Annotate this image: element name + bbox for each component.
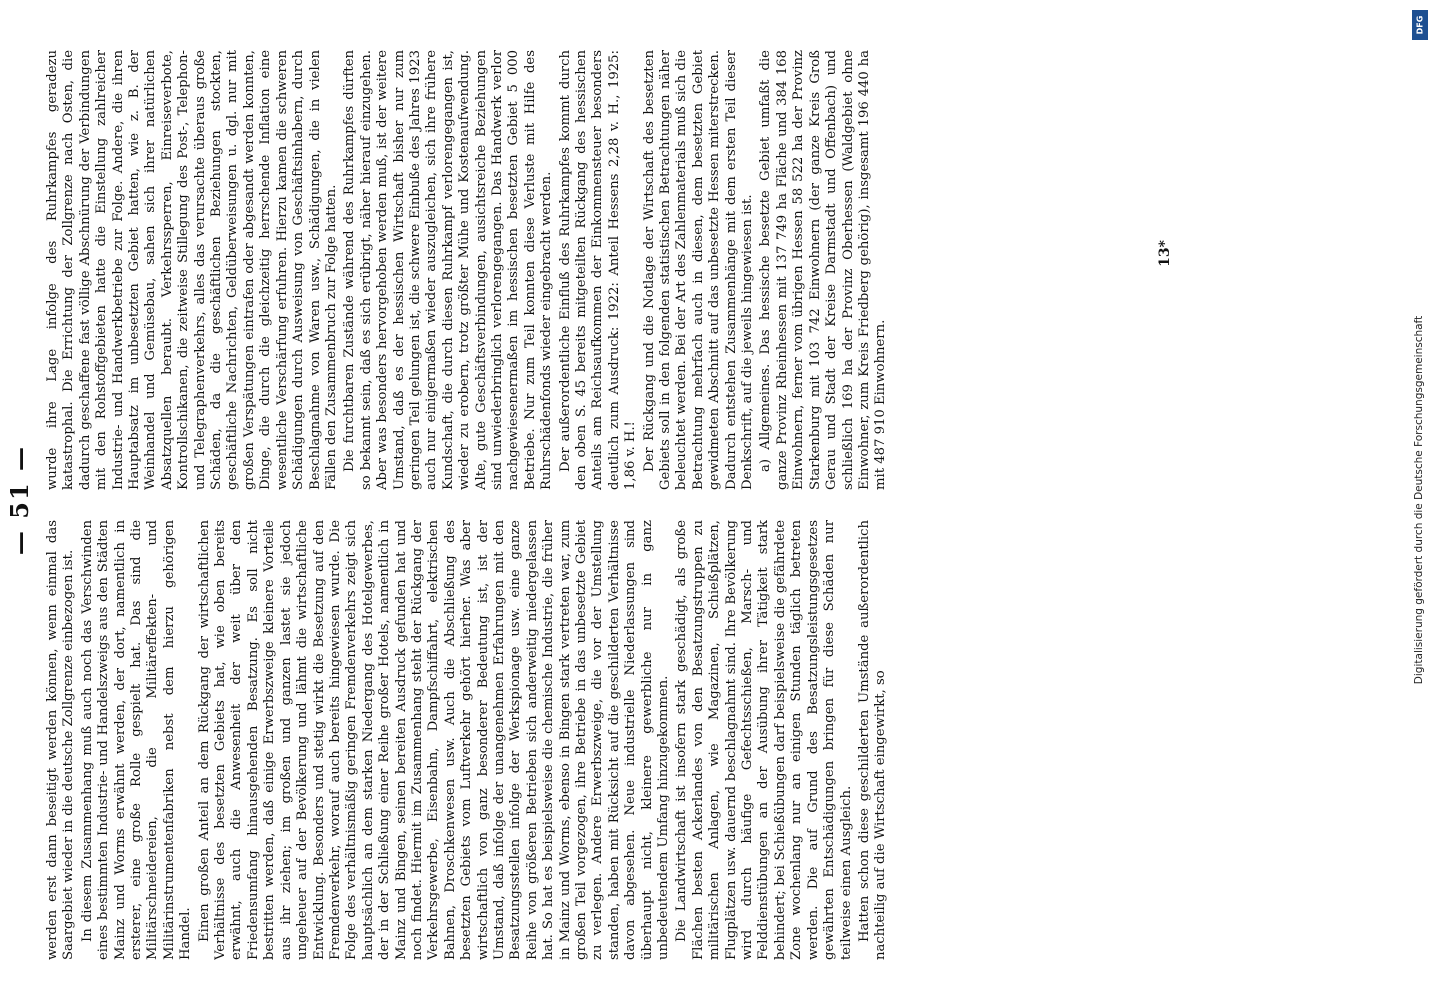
- digitization-credit: Digitalisierung gefördert durch die Deutsche Forschungsgemeinschaft: [1413, 315, 1425, 685]
- signature-mark: 13*: [1157, 240, 1173, 267]
- paragraph: Der Rückgang und die Notlage der Wirtschaft des besetzten Gebiets soll in den folgenden statistischen Betrachtungen näher beleuchtet werden. Bei der Art des Zahlenmaterials muß sich die Betrachtung mehrfach auch in diesen, dem besetzten Gebiet gewidmeten Abschnitt auf das unbesetzte Hessen miterstrecken. Dadurch entstehen Zusammenhänge mit dem ersten Teil dieser Denkschrift, auf die jeweils hingewiesen ist.: [641, 50, 756, 490]
- dfg-logo: [1412, 10, 1428, 40]
- dfg-logo-text: DFG: [1415, 15, 1425, 35]
- paragraph: Der außerordentliche Einfluß des Ruhrkampfes kommt durch den oben S. 45 bereits mitgeteilten Rückgang des hessischen Anteils am Reichsaufkommen der Einkommensteuer besonders deutlich zum Ausdruck: 1922: Anteil Hessens 2,28 v. H., 1925: 1,86 v. H.!: [557, 50, 639, 490]
- paragraph: Hatten schon diese geschilderten Umstände außerordentlich nachteilig auf die Wirtschaft eingewirkt, so: [856, 520, 889, 960]
- right-column: [45, 50, 1145, 490]
- page-number-header: — 51 —: [5, 444, 34, 556]
- credit-strip: [1408, 10, 1430, 990]
- rotated-page: [0, 40, 1177, 960]
- paragraph: a) Allgemeines. Das hessische besetzte Gebiet umfaßt die ganze Provinz Rheinhessen mit 137 749 ha Fläche und 384 168 Einwohnern, ferner vom übrigen Hessen 58 522 ha der Provinz Starkenburg mit 103 742 Einwohnern (der ganze Kreis Groß Gerau und Stadt der Kreise Darmstadt und Offenbach) und schließlich 169 ha der Provinz Oberhessen (Waldgebiet ohne Einwohner, zum Kreis Friedberg gehörig), insgesamt 196 440 ha mit 487 910 Einwohnern.: [758, 50, 889, 490]
- paragraph: In diesem Zusammenhang muß auch noch das Verschwinden eines bestimmten Industrie- und Handelszweigs aus den Städten Mainz und Worms erwähnt werden, der dort, namentlich in ersterer, eine große Rolle gespielt hat. Das sind die Militärschneidereien, die Militäreffekten- und Militärinstrumentenfabriken nebst dem hierzu gehörigen Handel.: [79, 520, 194, 960]
- paragraph: Einen großen Anteil an dem Rückgang der wirtschaftlichen Verhältnisse des besetzten Gebiets hat, wie oben bereits erwähnt, auch die Anwesenheit der weit über den Friedensumfang hinausgehenden Besatzung. Es soll nicht bestritten werden, daß einige Erwerbszweige kleinere Vorteile aus ihr ziehen; im großen und ganzen lastet sie jedoch ungeheuer auf der Bevölkerung und lähmt die wirtschaftliche Entwicklung. Besonders und stetig wirkt die Besetzung auf den Fremdenverkehr, worauf auch bereits hingewiesen wurde. Die Folge des verhältnismäßig geringen Fremdenverkehrs zeigt sich hauptsächlich an dem starken Niedergang des Hotelgewerbes, der in der Schließung einer Reihe großer Hotels, namentlich in Mainz und Bingen, seinen bereiten Ausdruck gefunden hat und noch findet. Hiermit im Zusammenhang steht der Rückgang der Verkehrsgewerbe, Eisenbahn, Dampfschiffahrt, elektrischen Bahnen, Droschkenwesen usw. Auch die Abschließung des besetzten Gebiets vom Luftverkehr gehört hierher. Was aber wirtschaftlich von ganz besonderer Bedeutung ist, ist der Umstand, daß infolge der unangenehmen Erfahrungen mit den Besatzungsstellen infolge der Werkspionage usw. eine ganze Reihe von größeren Betrieben sich anderweitig niedergelassen hat. So hat es beispielsweise die chemische Industrie, die früher in Mainz und Worms, ebenso in Bingen stark vertreten war, zum großen Teil vorgezogen, ihre Betriebe in das unbesetzte Gebiet zu verlegen. Andere Erwerbszweige, die vor der Umstellung standen, haben mit Rücksicht auf die geschilderten Verhältnisse davon abgesehen. Neue industrielle Niederlassungen sind überhaupt nicht, kleinere gewerbliche nur in ganz unbedeutendem Umfang hinzugekommen.: [196, 520, 672, 960]
- paragraph: Die Landwirtschaft ist insofern stark geschädigt, als große Flächen besten Ackerlandes von den Besatzungstruppen zu militärischen Anlagen, wie Magazinen, Schießplätzen, Flugplätzen usw. dauernd beschlagnahmt sind. Ihre Bevölkerung wird durch häufige Gefechtsschießen, Marsch- und Felddienstübungen an der Ausübung ihrer Tätigkeit stark behindert; bei Schießübungen darf beispielsweise die gefährdete Zone wochenlang nur an einigen Stunden täglich betreten werden. Die auf Grund des Besatzungsleistungsgesetzes gewährten Entschädigungen bringen für diese Schäden nur teilweise einen Ausgleich.: [674, 520, 854, 960]
- paragraph: werden erst dann beseitigt werden können, wenn einmal das Saargebiet wieder in die deutsche Zollgrenze einbezogen ist.: [45, 520, 77, 960]
- left-column: [45, 520, 1145, 960]
- paragraph: Die furchtbaren Zustände während des Ruhrkampfes dürften so bekannt sein, daß es sich erübrigt, näher hierauf einzugehen. Aber was besonders hervorgehoben werden muß, ist der weitere Umstand, daß es der hessischen Wirtschaft bisher nur zum geringen Teil gelungen ist, die schwere Einbuße des Jahres 1923 auch nur einigermaßen wieder auszugleichen, sich ihre frühere Kundschaft, die durch diesen Ruhrkampf verlorengegangen ist, wieder zu erobern, trotz größter Mühe und Kostenaufwendung. Alte, gute Geschäftsverbindungen, ausichtsreiche Beziehungen sind unwiederbringlich verlorengegangen. Das Handwerk verlor nachgewiesenermaßen im hessischen besetzten Gebiet 5 000 Betriebe. Nur zum Teil konnten diese Verluste mit Hilfe des Ruhrschädenfonds wieder eingebracht werden.: [342, 50, 555, 490]
- paragraph: wurde ihre Lage infolge des Ruhrkampfes geradezu katastrophal. Die Errichtung der Zollgrenze nach Osten, die dadurch geschaffene fast völlige Abschnürung der Verbindungen mit den Rohstoffgebieten hatte die Einstellung zahlreicher Industrie- und Handwerkbetriebe zur Folge. Andere, die ihren Hauptabsatz im unbesetzten Gebiet hatten, wie z. B. der Weinhandel und Gemüsebau, sahen sich ihrer natürlichen Absatzquellen beraubt. Verkehrssperren, Einreiseverbote, Kontrollschikanen, die zeitweise Stillegung des Post-, Telephon- und Telegraphenverkehrs, alles das verursachte überaus große Schäden, da die geschäftlichen Beziehungen stockten, geschäftliche Nachrichten, Geldüberweisungen u. dgl. nur mit großen Verspätungen eintrafen oder abgesandt werden konnten, Dinge, die durch die gleichzeitig herrschende Inflation eine wesentliche Verschärfung erfuhren. Hierzu kamen die schweren Schädigungen durch Ausweisung von Geschäftsinhabern, durch Beschlagnahme von Waren usw., Schädigungen, die in vielen Fällen den Zusammenbruch zur Folge hatten.: [45, 50, 339, 490]
